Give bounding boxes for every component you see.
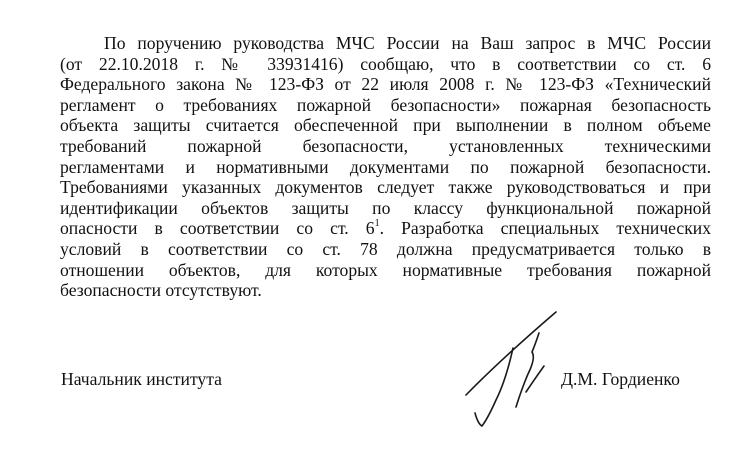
letter-line-13: безопасности отсутствуют.	[60, 280, 262, 301]
letter-line-1: По поручению руководства МЧС России на Ваш запрос в МЧС России	[104, 33, 711, 53]
letter-line-11: условий в соответствии со ст. 78 должна предусматривается только в	[60, 238, 711, 259]
signer-name: Д.М. Гордиенко	[561, 369, 680, 389]
line-10-before: опасности в соответствии со ст. 6	[60, 218, 375, 239]
letter-line-9: идентификации объектов защиты по классу функциональной пожарной	[60, 197, 711, 218]
letter-line-3: Федерального закона № 123-ФЗ от 22 июля 2008 г. № 123-ФЗ «Технический	[60, 74, 711, 95]
letter-line-12: отношении объектов, для которых нормативные требования пожарной	[60, 259, 711, 280]
signer-position: Начальник института	[61, 369, 222, 389]
letter-line-6: требований пожарной безопасности, установленных техническими	[60, 135, 711, 156]
handwritten-signature-icon	[440, 300, 580, 440]
letter-line-7: регламентами и нормативными документами по пожарной безопасности.	[60, 156, 711, 177]
letter-line-5: объекта защиты считается обеспеченной при выполнении в полном объеме	[60, 115, 711, 136]
letter-line-2: (от 22.10.2018 г. № 33931416) сообщаю, что в соответствии со ст. 6	[60, 53, 711, 74]
article-superscript: 1	[374, 218, 380, 230]
letter-line-4: регламент о требованиях пожарной безопасности» пожарная безопасность	[60, 94, 711, 115]
letter-line-8: Требованиями указанных документов следует также руководствоваться и при	[60, 177, 711, 198]
line-10-after: . Разработка специальных технических	[379, 218, 711, 239]
